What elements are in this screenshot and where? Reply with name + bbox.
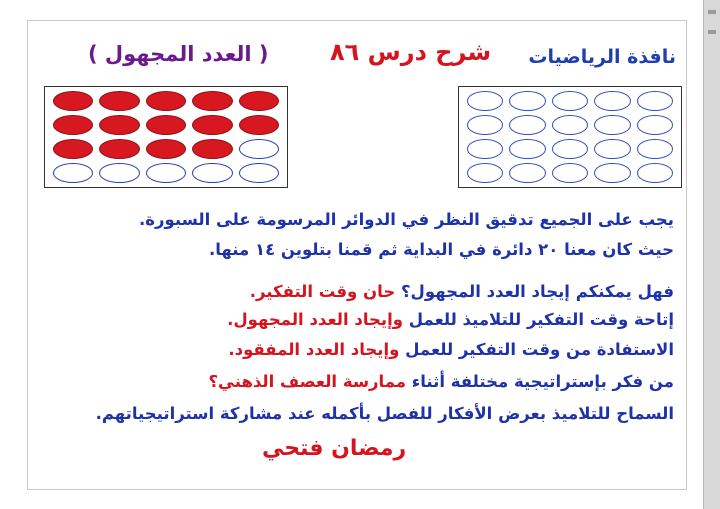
empty-circle bbox=[552, 139, 588, 159]
body-line-1: يجب على الجميع تدقيق النظر في الدوائر المرسومة على السبورة. bbox=[139, 210, 674, 229]
filled-circle bbox=[99, 139, 139, 159]
scrollbar-mark bbox=[708, 10, 716, 14]
body-line-4-b: وإيجاد العدد المجهول. bbox=[227, 310, 404, 329]
author-signature: رمضان فتحي bbox=[262, 436, 407, 461]
filled-circle bbox=[192, 139, 232, 159]
empty-circle bbox=[467, 91, 503, 111]
empty-circle bbox=[637, 139, 673, 159]
window-title: نافذة الرياضيات bbox=[528, 46, 676, 68]
body-line-3-question: فهل يمكنكم إيجاد العدد المجهول؟ bbox=[400, 282, 674, 301]
empty-circle bbox=[239, 139, 279, 159]
body-line-4 bbox=[227, 310, 674, 330]
empty-circle bbox=[552, 91, 588, 111]
filled-circle bbox=[53, 115, 93, 135]
body-line-7: السماح للتلاميذ بعرض الأفكار للفصل بأكمله عند مشاركة استراتيجياتهم. bbox=[95, 404, 674, 423]
body-line-5-a: الاستفادة من وقت التفكير للعمل bbox=[399, 340, 674, 359]
lesson-title: شرح درس ٨٦ bbox=[330, 38, 492, 66]
empty-circle bbox=[552, 163, 588, 183]
body-line-6 bbox=[208, 372, 674, 392]
body-line-3-prompt: حان وقت التفكير. bbox=[249, 282, 401, 301]
empty-circle bbox=[509, 163, 545, 183]
empty-circle bbox=[594, 115, 630, 135]
empty-circle bbox=[146, 163, 186, 183]
scrollbar[interactable] bbox=[703, 0, 720, 509]
filled-circle bbox=[99, 115, 139, 135]
filled-circle bbox=[53, 139, 93, 159]
filled-circle bbox=[53, 91, 93, 111]
empty-circle bbox=[467, 115, 503, 135]
filled-circle bbox=[146, 139, 186, 159]
empty-circle bbox=[509, 91, 545, 111]
topic-title: ( العدد المجهول ) bbox=[88, 42, 269, 66]
filled-circle bbox=[99, 91, 139, 111]
body-line-5-b: وإيجاد العدد المفقود. bbox=[228, 340, 400, 359]
filled-circle bbox=[192, 115, 232, 135]
body-line-6-b: ممارسة العصف الذهني؟ bbox=[208, 372, 407, 391]
empty-circle bbox=[509, 139, 545, 159]
empty-circle bbox=[637, 163, 673, 183]
empty-circle bbox=[509, 115, 545, 135]
empty-circle bbox=[467, 139, 503, 159]
empty-circle bbox=[99, 163, 139, 183]
empty-circle bbox=[239, 163, 279, 183]
empty-circle bbox=[637, 91, 673, 111]
empty-circle bbox=[467, 163, 503, 183]
empty-circle bbox=[552, 115, 588, 135]
body-line-5 bbox=[228, 340, 674, 360]
empty-circle bbox=[192, 163, 232, 183]
empty-circle bbox=[594, 139, 630, 159]
body-line-2: حيث كان معنا ٢٠ دائرة في البداية ثم قمنا بتلوين ١٤ منها. bbox=[208, 240, 674, 259]
empty-circle bbox=[594, 91, 630, 111]
filled-circle bbox=[146, 115, 186, 135]
filled-circles-grid bbox=[44, 86, 288, 188]
filled-circle bbox=[239, 115, 279, 135]
empty-circle bbox=[594, 163, 630, 183]
filled-circle bbox=[239, 91, 279, 111]
body-line-4-a: إتاحة وقت التفكير للتلاميذ للعمل bbox=[403, 310, 674, 329]
body-line-6-a: من فكر بإستراتيجية مختلفة أثناء bbox=[406, 372, 674, 391]
scrollbar-mark bbox=[708, 30, 716, 34]
empty-circle bbox=[637, 115, 673, 135]
filled-circle bbox=[146, 91, 186, 111]
body-line-3 bbox=[250, 282, 674, 302]
filled-circle bbox=[192, 91, 232, 111]
empty-circle bbox=[53, 163, 93, 183]
empty-circles-grid bbox=[458, 86, 682, 188]
